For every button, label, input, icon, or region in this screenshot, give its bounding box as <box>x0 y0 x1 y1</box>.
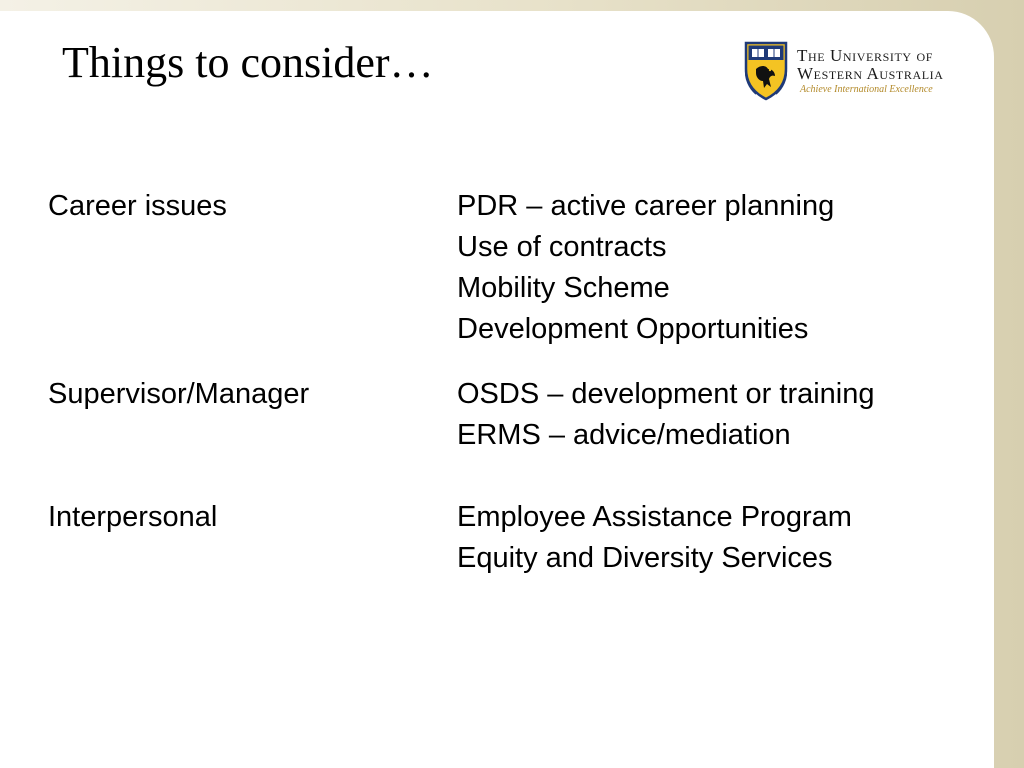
list-item: Mobility Scheme <box>457 272 670 304</box>
university-logo <box>742 39 957 101</box>
list-item: Equity and Diversity Services <box>457 542 833 574</box>
university-crest-icon <box>742 39 790 101</box>
list-item: Development Opportunities <box>457 313 809 345</box>
logo-name-line2: Western Australia <box>797 64 944 83</box>
list-item: PDR – active career planning <box>457 190 835 222</box>
row-items-career <box>457 186 834 350</box>
row-items-supervisor <box>457 374 875 456</box>
list-item: OSDS – development or training <box>457 378 875 410</box>
list-item: ERMS – advice/mediation <box>457 419 791 451</box>
logo-name-line1: The University of <box>797 46 934 65</box>
list-item: Employee Assistance Program <box>457 501 852 533</box>
slide-title: Things to consider… <box>62 38 434 87</box>
list-item: Use of contracts <box>457 231 667 263</box>
row-label-interpersonal: Interpersonal <box>48 501 218 533</box>
logo-tagline: Achieve International Excellence <box>800 84 933 95</box>
row-label-supervisor: Supervisor/Manager <box>48 378 310 410</box>
row-label-career: Career issues <box>48 190 227 222</box>
row-items-interpersonal <box>457 497 852 579</box>
